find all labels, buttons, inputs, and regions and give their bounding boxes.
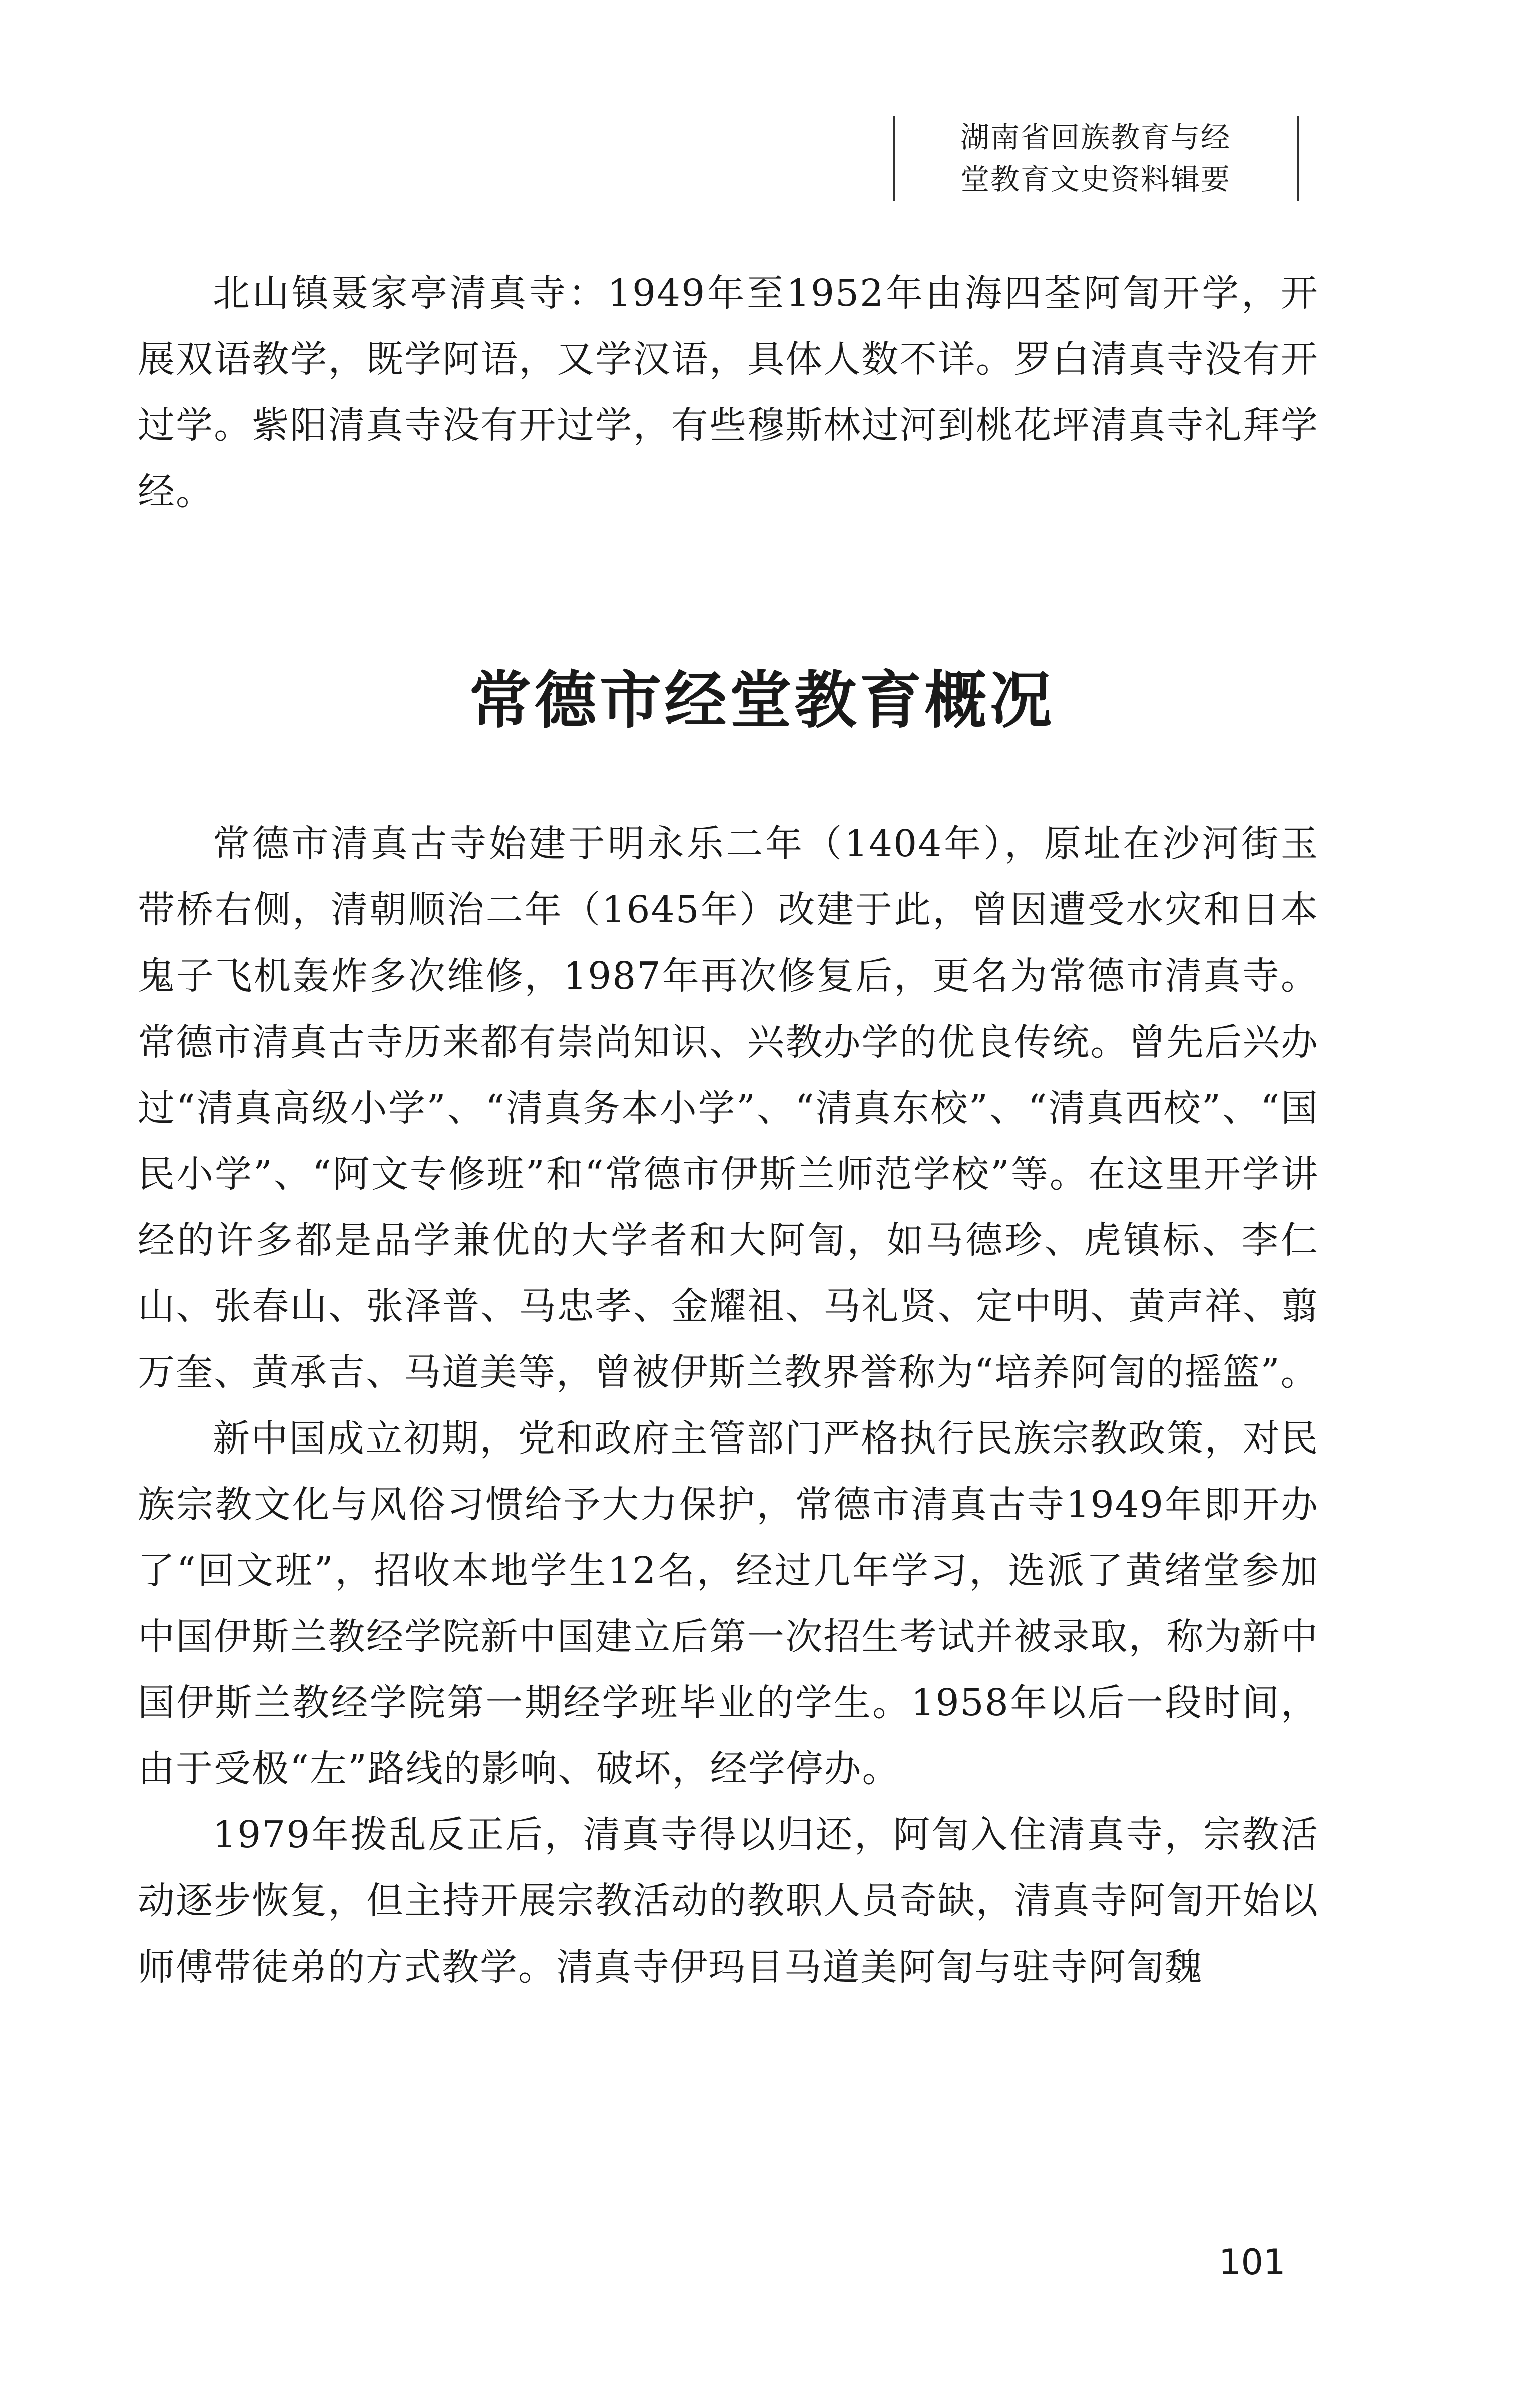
page-number: 101 [1219,2242,1286,2283]
running-header [893,116,1299,201]
section-heading: 常德市经堂教育概况 [469,665,1055,737]
section-body [138,811,1319,2000]
body-paragraph: 常德市清真古寺始建于明永乐二年（1404年），原址在沙河街玉带桥右侧，清朝顺治二年（1645年）改建于此，曾因遭受水灾和日本鬼子飞机轰炸多次维修，1987年再次修复后，更名为常德市清真寺。常德市清真古寺历来都有崇尚知识、兴教办学的优良传统。曾先后兴办过“清真高级小学”、“清真务本小学”、“清真东校”、“清真西校”、“国民小学”、“阿文专修班”和“常德市伊斯兰师范学校”等。在这里开学讲经的许多都是品学兼优的大学者和大阿訇，如马德珍、虎镇标、李仁山、张春山、张泽普、马忠孝、金耀祖、马礼贤、定中明、黄声祥、翦万奎、黄承吉、马道美等，曾被伊斯兰教界誉称为“培养阿訇的摇篮”。 [138,822,1319,1394]
body-paragraph: 新中国成立初期，党和政府主管部门严格执行民族宗教政策，对民族宗教文化与风俗习惯给予大力保护，常德市清真古寺1949年即开办了“回文班”，招收本地学生12名，经过几年学习，选派了黄绪堂参加中国伊斯兰教经学院新中国建立后第一次招生考试并被录取，称为新中国伊斯兰教经学院第一期经学班毕业的学生。1958年以后一段时间，由于受极“左”路线的影响、破坏，经学停办。 [138,1417,1319,1790]
intro-paragraph: 北山镇聂家亭清真寺：1949年至1952年由海四荃阿訇开学，开展双语教学，既学阿语，又学汉语，具体人数不详。罗白清真寺没有开过学。紫阳清真寺没有开过学，有些穆斯林过河到桃花坪清真寺礼拜学经。 [138,272,1319,513]
intro-section [138,260,1319,525]
body-paragraph: 1979年拨乱反正后，清真寺得以归还，阿訇入住清真寺，宗教活动逐步恢复，但主持开展宗教活动的教职人员奇缺，清真寺阿訇开始以师傅带徒弟的方式教学。清真寺伊玛目马道美阿訇与驻寺阿訇魏 [138,1813,1319,1989]
book-title [960,116,1271,200]
book-title-line-1: 湖南省回族教育与经 [960,120,1231,154]
book-title-line-2: 堂教育文史资料辑要 [960,162,1231,196]
